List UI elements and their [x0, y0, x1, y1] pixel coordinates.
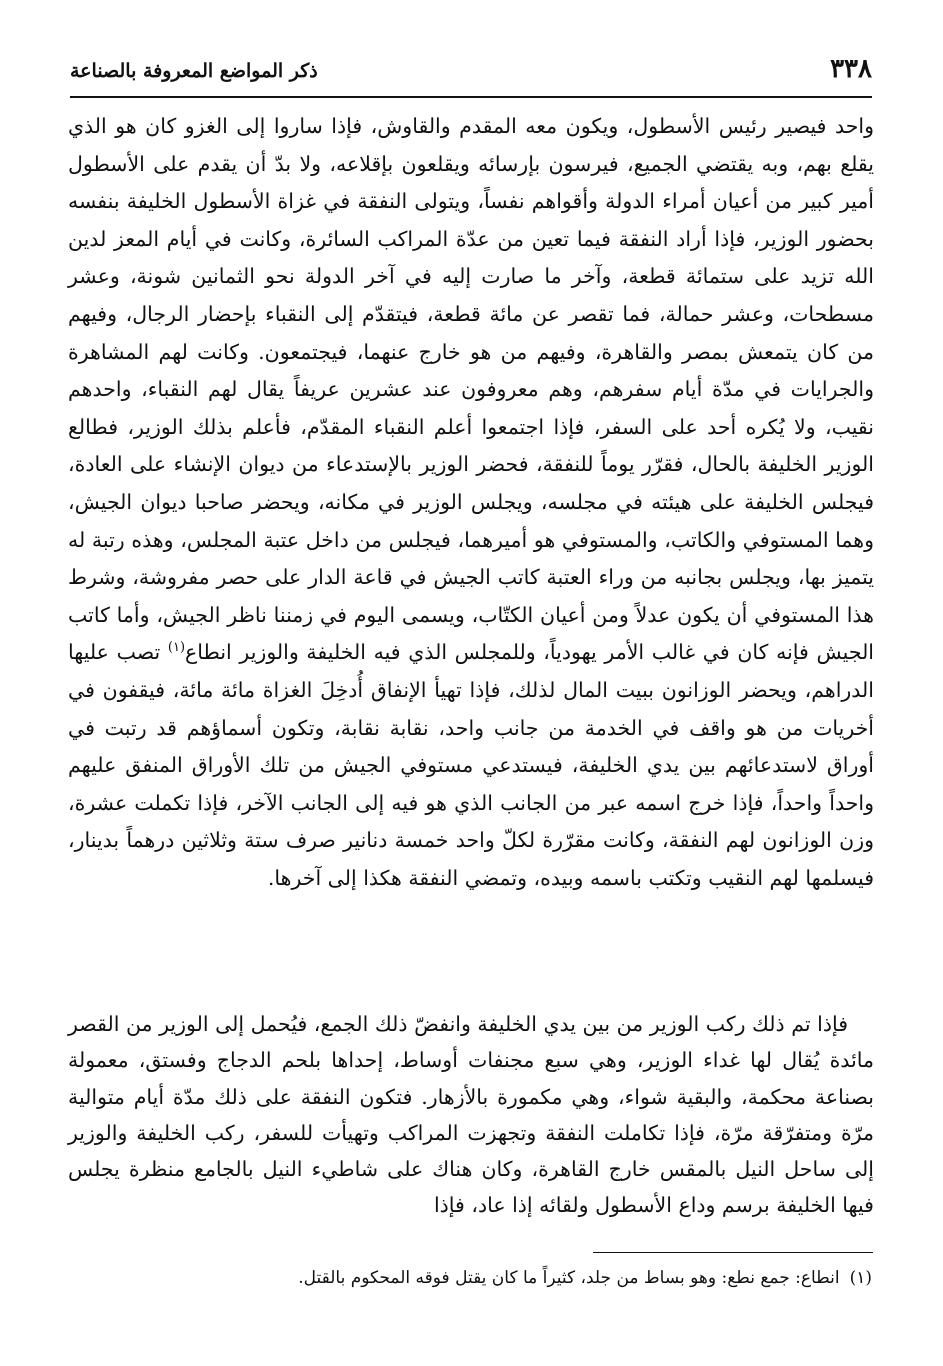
- paragraph-2: [68, 1006, 874, 1224]
- running-title: ذكر المواضع المعروفة بالصناعة: [70, 60, 318, 82]
- page-header: [70, 52, 872, 92]
- footnote-rule: [593, 1252, 873, 1253]
- footnote-text: انطاع: جمع نطع: وهو بساط من جلد، كثيراً ما كان يقتل فوقه المحكوم بالقتل.: [298, 1268, 840, 1288]
- header-rule: [70, 96, 872, 98]
- paragraph-1-text-part-1: واحد فيصير رئيس الأسطول، ويكون معه المقدم والقاوش، فإذا ساروا إلى الغزو كان هو الذي يقلع بهم، وبه يقتضي الجميع، فيرسون بإرسائه ويقلعون بإقلاعه، ولا بدّ أن يقدم على الأسطول أمير كبير من أعيان أمراء الدولة وأقواهم نفساً، ويتولى النفقة في غزاة الأسطول الخليفة بنفسه بحضور الوزير، فإذا أراد النفقة فيما تعين من عدّة المراكب السائرة، وكانت في أيام المعز لدين الله تزيد على ستمائة قطعة، وآخر ما صارت إليه في آخر الدولة نحو الثمانين شونة، وعشر مسطحات، وعشر حمالة، فما تقصر عن مائة قطعة، فيتقدّم إلى النقباء بإحضار الرجال، وفيهم من كان يتمعش بمصر والقاهرة، وفيهم من هو خارج عنهما، فيجتمعون. وكانت لهم المشاهرة والجرايات في مدّة أيام سفرهم، وهم معروفون عند عشرين عريفاً يقال لهم النقباء، واحدهم نقيب، ولا يُكره أحد على السفر، فإذا اجتمعوا أعلم النقباء المقدّم، فأعلم بذلك الوزير، فطالع الوزير الخليفة بالحال، فقرّر يوماً للنفقة، فحضر الوزير بالإستدعاء من ديوان الإنشاء على العادة، فيجلس الخليفة على هيئته في مجلسه، ويجلس الوزير في مكانه، ويحضر صاحبا ديوان الجيش، وهما المستوفي والكاتب، والمستوفي هو أميرهما، فيجلس من داخل عتبة المجلس، وهذه رتبة له يتميز بها، ويجلس بجانبه من وراء العتبة كاتب الجيش في قاعة الدار على حصر مفروشة، وشرط هذا المستوفي أن يكون عدلاً ومن أعيان الكتّاب، ويسمى اليوم في زمننا ناظر الجيش، وأما كاتب الجيش فإنه كان في غالب الأمر يهودياً، وللمجلس الذي فيه الخليفة والوزير انطاع: [68, 114, 875, 665]
- footnote: [70, 1263, 872, 1293]
- page-number: ٣٣٨: [830, 54, 872, 84]
- paragraph-1-text-part-2: تصب عليها الدراهم، ويحضر الوزانون ببيت المال لذلك، فإذا تهيأ الإنفاق أُدخِلَ الغزاة مائة مائة، فيقفون في أخريات من هو واقف في الخدمة من جانب واحد، نقابة نقابة، وتكون أسماؤهم قد رتبت في أوراق لاستدعائهم بين يدي الخليفة، فيستدعي مستوفي الجيش من تلك الأوراق المنفق عليهم واحداً واحداً، فإذا خرج اسمه عبر من الجانب الذي هو فيه إلى الجانب الآخر، فإذا تكملت عشرة، وزن الوزانون لهم النفقة، وكانت مقرّرة لكلّ واحد خمسة دنانير صرف ستة وثلاثين درهماً بدينار، فيسلمها لهم النقيب وتكتب باسمه وبيده، وتمضي النفقة هكذا إلى آخرها.: [68, 640, 874, 890]
- footnote-reference[interactable]: (١): [167, 640, 186, 656]
- paragraph-1: [68, 108, 874, 897]
- footnote-number: (١): [849, 1268, 872, 1288]
- paragraph-2-text: فإذا تم ذلك ركب الوزير من بين يدي الخليفة وانفضّ ذلك الجمع، فيُحمل إلى الوزير من القصر مائدة يُقال لها غداء الوزير، وهي سبع مجنفات أوساط، إحداها بلحم الدجاج وفستق، معمولة بصناعة محكمة، والبقية شواء، وهي مكمورة بالأزهار. فتكون النفقة على ذلك مدّة أيام متوالية مرّة ومتفرّقة مرّة، فإذا تكاملت النفقة وتجهزت المراكب وتهيأت للسفر، ركب الخليفة والوزير إلى ساحل النيل بالمقس خارج القاهرة، وكان هناك على شاطيء النيل بالجامع منظرة يجلس فيها الخليفة برسم وداع الأسطول ولقائه إذا عاد، فإذا: [68, 1012, 874, 1218]
